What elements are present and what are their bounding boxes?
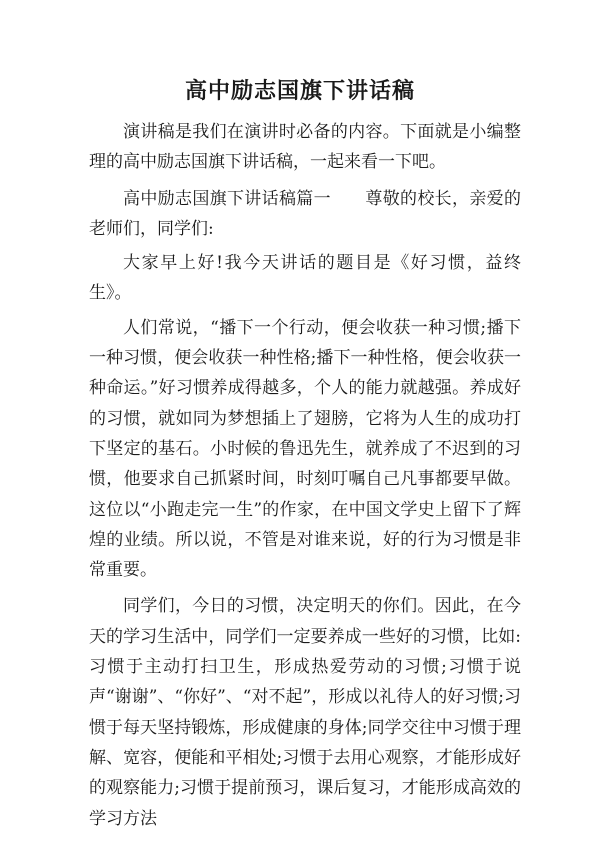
paragraph-habits-importance: 人们常说，“播下一个行动，便会收获一种习惯;播下一种习惯，便会收获一种性格;播下一种性格，便会收获一种命运。”好习惯养成得越多，个人的能力就越强。养成好的习惯，就如同为梦想插上了翅膀，它将为人生的成功打下坚定的基石。小时候的鲁迅先生，就养成了不迟到的习惯，他要求自己抓紧时间，时刻叮嘱自己凡事都要早做。这位以“小跑走完一生”的作家，在中国文学史上留下了辉煌的业绩。所以说，不管是对谁来说，好的行为习惯是非常重要。 bbox=[89, 317, 521, 581]
paragraph-greeting: 高中励志国旗下讲话稿篇一 尊敬的校长，亲爱的老师们，同学们: bbox=[89, 188, 521, 239]
paragraph-intro: 演讲稿是我们在演讲时必备的内容。下面就是小编整理的高中励志国旗下讲话稿，一起来看一下吧。 bbox=[89, 122, 521, 173]
document-body bbox=[89, 117, 521, 834]
document-title: 高中励志国旗下讲话稿 bbox=[184, 78, 415, 104]
paragraph-habits-examples: 同学们，今日的习惯，决定明天的你们。因此，在今天的学习生活中，同学们一定要养成一些好的习惯，比如:习惯于主动打扫卫生，形成热爱劳动的习惯;习惯于说声“谢谢”、“你好”、“对不起”，形成以礼待人的好习惯;习惯于每天坚持锻炼，形成健康的身体;同学交往中习惯于理解、宽容，便能和平相处;习惯于去用心观察，才能形成好的观察能力;习惯于提前预习，课后复习，才能形成高效的学习方法 bbox=[89, 596, 521, 829]
paragraph-topic: 大家早上好!我今天讲话的题目是《好习惯，益终生》。 bbox=[89, 253, 521, 304]
